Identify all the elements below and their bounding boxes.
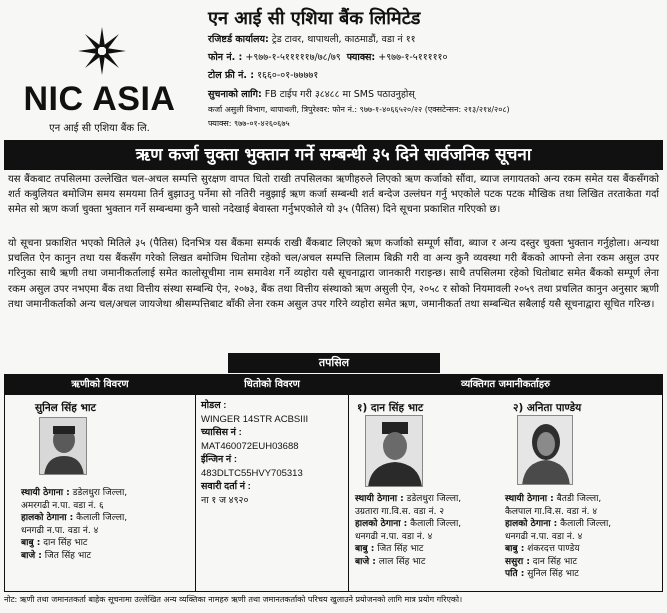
brand-subtitle: एन आई सी एशिया बैंक लि. bbox=[49, 123, 150, 134]
guarantor-2-name: २) अनिता पाण्डेय bbox=[513, 402, 582, 414]
borrower-photo bbox=[39, 417, 87, 475]
column-divider bbox=[195, 375, 196, 591]
header-borrower: ऋणीको विवरण bbox=[5, 375, 195, 395]
column-divider bbox=[348, 375, 349, 591]
brand-name: NIC ASIA bbox=[23, 80, 176, 118]
bank-name: एन आई सी एशिया बैंक लिमिटेड bbox=[208, 8, 421, 29]
star-logo-icon bbox=[77, 26, 127, 76]
header-guarantors: व्यक्तिगत जमानीकर्ताहरु bbox=[349, 375, 662, 395]
guarantor-2-photo bbox=[517, 415, 573, 485]
registered-office: रजिष्टर्ड कार्यालय: ट्रेड टावर, थापाथली, काठमाडौं, वडा नं ११ bbox=[208, 34, 416, 45]
person-photo-icon bbox=[366, 416, 423, 487]
header-collateral: धितोको विवरण bbox=[196, 375, 348, 395]
toll-free: टोल फ्री नं. : १६६०-०१-७७७७१ bbox=[208, 70, 319, 81]
recovery-dept: कर्जा असुली विभाग, थापाथली, त्रिपुरेश्वर: फोन नं.: ९७७-१-४०६६५२०/२२ (एक्सटेन्सन: २१३/२१४/२०८) bbox=[208, 105, 510, 114]
details-heading: तपसिल bbox=[228, 353, 440, 373]
guarantor-2-address: स्थायी ठेगाना : बैतडी जिल्ला, कैलपाल गा.वि.स. वडा नं. ४ हालको ठेगाना : कैलाली जिल्ला, धनगढी न.पा. वडा नं. ४ बाबु : शंकरदत्त पाण्डेय ससुरा : दान सिंह भाट पति : सुनिल सिंह भाट bbox=[505, 494, 612, 579]
borrower-name: सुनिल सिंह भाट bbox=[35, 402, 96, 414]
sms-info: सुचनाको लागि: FB टाईप गरी ३८४८८ मा SMS पठाउनुहोस् bbox=[208, 89, 415, 100]
paragraph-2: यो सूचना प्रकाशित भएको मितिले ३५ (पैतिस) दिनभित्र यस बैंकमा सम्पर्क राखी बैंकबाट लिएको ऋण कर्जाको सम्पूर्ण सौंवा, ब्याज र अन्य दस्तुर चुक्ता भुक्तान गर्नुहोला। अन्यथा प्रचलित ऐन कानुन तथा यस बैंकसँग गरेको लिखत बमोजिम धितोमा रहेको चल/अचल सम्पत्ति लिलाम बिक्री गरी वा अन्य कुनै व्यवस्था गरी बैंकको आफ्नो लेना रकम असुल उपर गरिनुका साथै ऋणी तथा जमानीकर्तालाई समेत कालोसूचीमा नाम समावेश गर्ने व्यहोरा यसै सूचनाद्वारा जानकारी गराइन्छ। साथै तपसिलमा रहेको धितोबाट समेत बैंकको सम्पूर्ण लेना रकम असुल उपर नभएमा बैंक तथा वित्तीय संस्था सम्बन्धि ऐन, २०७३, बैंक तथा वित्तीय संस्थाको ऋण असुली ऐन, २०५८ र सोको नियमावली २०५९ तथा प्रचलित कानुन अनुसार ऋणी तथा जमानीकर्ताको अन्य चल/अचल जायजेथा श्रीसम्पत्तिबाट बाँकी लेना रकम असुल उपर गरिने व्यहोरा समेत ऋण, जमानीकर्ता तथा सम्बन्धित सबैलाई यसै सूचनाद्वारा सूचित गरिन्छ। bbox=[8, 238, 659, 310]
footnote: नोट: ऋणी तथा जमानतकर्ता बाहेक सूचनामा उल्लेखित अन्य व्यक्तिका नामहरु ऋणी तथा जमानतकर्ताको परिचय खुलाउने प्रयोजनको लागि मात्र प्रयोग गरिएको। bbox=[4, 595, 463, 604]
person-photo-icon bbox=[518, 416, 573, 485]
bank-logo bbox=[12, 20, 187, 135]
person-photo-icon bbox=[40, 418, 87, 475]
collateral-details: मोडल : WINGER 14STR ACBSIII च्यासिस नं : MAT460072EUH03688 ईन्जिन नं : 483DLTC55HVY705313 सवारी दर्ता नं : ना १ ज ४९२० bbox=[201, 400, 309, 506]
borrower-address: स्थायी ठेगाना : डडेलधुरा जिल्ला, अमरगढी न.पा. वडा नं. ६ हालको ठेगाना : कैलाली जिल्ला, धनगढी न.पा. वडा नं. ४ बाबु : दान सिंह भाट बाजे : जित सिंह भाट bbox=[21, 488, 128, 561]
guarantor-1-name: १) दान सिंह भाट bbox=[357, 402, 424, 414]
guarantor-1-photo bbox=[365, 415, 423, 487]
recovery-fax: फ्याक्स: ९७७-०१-४२६०६७५ bbox=[208, 119, 290, 128]
notice-title: ऋण कर्जा चुक्ता भुक्तान गर्ने सम्बन्धी ३५ दिने सार्वजनिक सूचना bbox=[4, 140, 663, 170]
guarantor-1-address: स्थायी ठेगाना : डडेलधुरा जिल्ला, उग्रतारा गा.वि.स. वडा नं. २ हालको ठेगाना : कैलाली जिल्ला, धनगढी न.पा. वडा नं. ४ बाबु : जित सिंह भाट बाजे : लाल सिंह भाट bbox=[355, 494, 462, 567]
phone-fax: फोन नं. : +९७७-१-५१११११७/७८/७९ फ्याक्स: +९७७-१-५१११११० bbox=[208, 52, 448, 63]
paragraph-1: यस बैंकबाट तपसिलमा उल्लेखित चल-अचल सम्पत्ति सुरक्षण वापत धितो राखी तपसिलका ऋणीहरुले लिएको ऋण कर्जाको सौंवा, ब्याज लगायतको अन्य रकम समेत यस बैंकसँगको शर्त कबुलियत बमोजिम समय समयमा तिर्न बुझाउनु पर्नेमा सो नतिरी नबुझाई ऋण कर्जा सम्बन्धी शर्त बन्देज उल्लंघन गर्नु भएकोले पटक पटक मौखिक तथा लिखित तरताकेता गर्दा समेत सो ऋण कर्जा चुक्ता भुक्तान गर्ने सम्बन्धमा कुनै चासो नदेखाई बेवास्ता गर्नुभएकोले यो ३५ (पैतिस) दिने सूचना प्रकाशित गरिएको छ। bbox=[8, 174, 659, 216]
details-table bbox=[4, 374, 663, 592]
